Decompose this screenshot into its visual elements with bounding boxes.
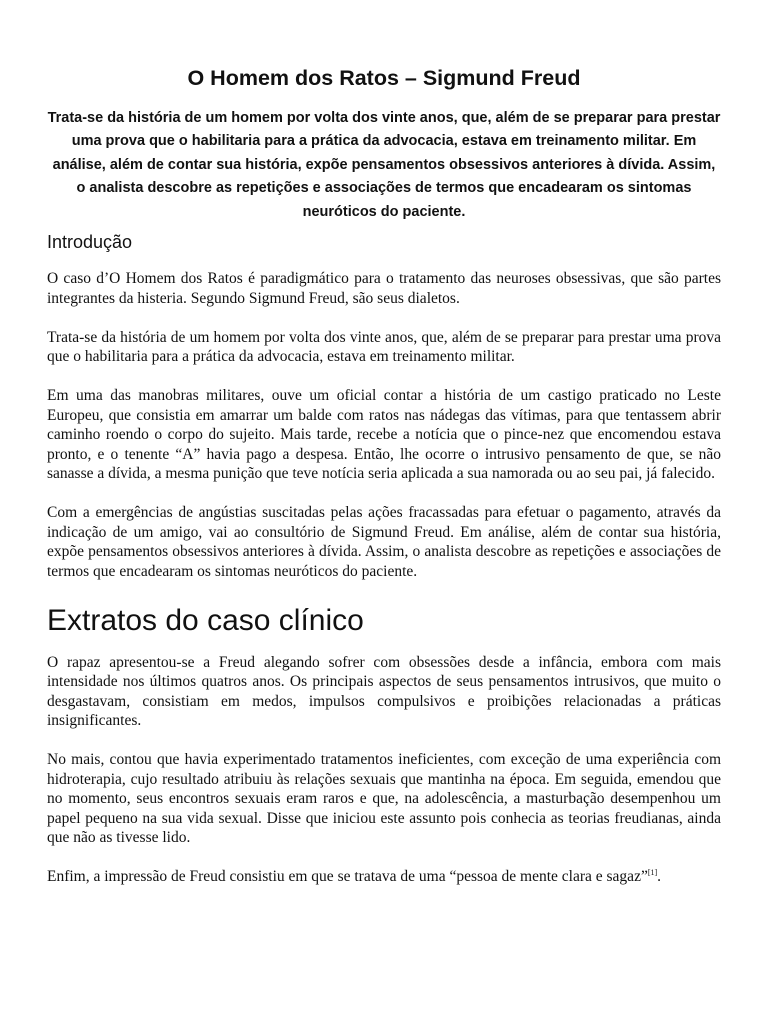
intro-paragraph: Em uma das manobras militares, ouve um oficial contar a história de um castigo praticado no Leste Europeu, que consistia em amarrar um balde com ratos nas nádegas das vítimas, para que tentassem abrir caminho roendo o corpo do sujeito. Mais tarde, recebe a notícia que o pince-nez que encomendou estava pronto, e o tenente “A” havia pago a despesa. Então, lhe ocorre o intrusivo pensamento de que, se não sanasse a dívida, a mesma punição que teve notícia seria aplicada a sua namorada ou ao seu pai, já falecido. (47, 387, 721, 483)
extracts-section (47, 601, 721, 887)
document-page (47, 64, 721, 906)
footnote-reference-link[interactable]: [1] (647, 867, 658, 877)
document-title: O Homem dos Ratos – Sigmund Freud (187, 66, 581, 90)
intro-paragraph: Trata-se da história de um homem por volta dos vinte anos, que, além de se preparar para prestar uma prova que o habilitaria para a prática da advocacia, estava em treinamento militar. (47, 328, 721, 366)
extracts-paragraph: O rapaz apresentou-se a Freud alegando sofrer com obsessões desde a infância, embora com mais intensidade nos últimos quatros anos. Os principais aspectos de seus pensamentos intrusivos, que muito o desgastavam, consistiam em medos, impulsos compulsivos e proibições relacionadas a práticas insignificantes. (47, 653, 721, 730)
extracts-heading: Extratos do caso clínico (47, 603, 364, 637)
intro-section (47, 228, 721, 581)
intro-paragraph: O caso d’O Homem dos Ratos é paradigmático para o tratamento das neuroses obsessivas, que são partes integrantes da histeria. Segundo Sigmund Freud, são seus dialetos. (47, 270, 721, 307)
extracts-last-paragraph-text: Enfim, a impressão de Freud consistiu em que se tratava de uma “pessoa de mente clara e sagaz” (47, 868, 648, 886)
document-abstract: Trata-se da história de um homem por volta dos vinte anos, que, além de se preparar para prestar uma prova que o habilitaria para a prática da advocacia, estava em treinamento militar. Em análise, além de contar sua história, expõe pensamentos obsessivos anteriores à dívida. Assim, o analista descobre as repetições e associações de termos que encadearam os sintomas neuróticos do paciente. (47, 110, 721, 220)
intro-paragraph: Com a emergências de angústias suscitadas pelas ações fracassadas para efetuar o pagamento, através da indicação de um amigo, vai ao consultório de Sigmund Freud. Em análise, além de contar sua história, expõe pensamentos obsessivos anteriores à dívida. Assim, o analista descobre as repetições e associações de termos que encadearam os sintomas neuróticos do paciente. (47, 504, 721, 580)
extracts-last-paragraph-end: . (657, 868, 662, 886)
intro-heading: Introdução (47, 232, 133, 253)
extracts-last-paragraph (47, 867, 721, 887)
extracts-paragraph: No mais, contou que havia experimentado tratamentos ineficientes, com exceção de uma experiência com hidroterapia, cujo resultado atribuiu às relações sexuais que mantinha na época. Em seguida, emendou que no momento, seus encontros sexuais eram raros e que, na adolescência, a masturbação desempenhou um papel pequeno na sua vida sexual. Disse que iniciou este assunto pois conhecia as teorias freudianas, ainda que não as tivesse lido. (47, 751, 721, 847)
